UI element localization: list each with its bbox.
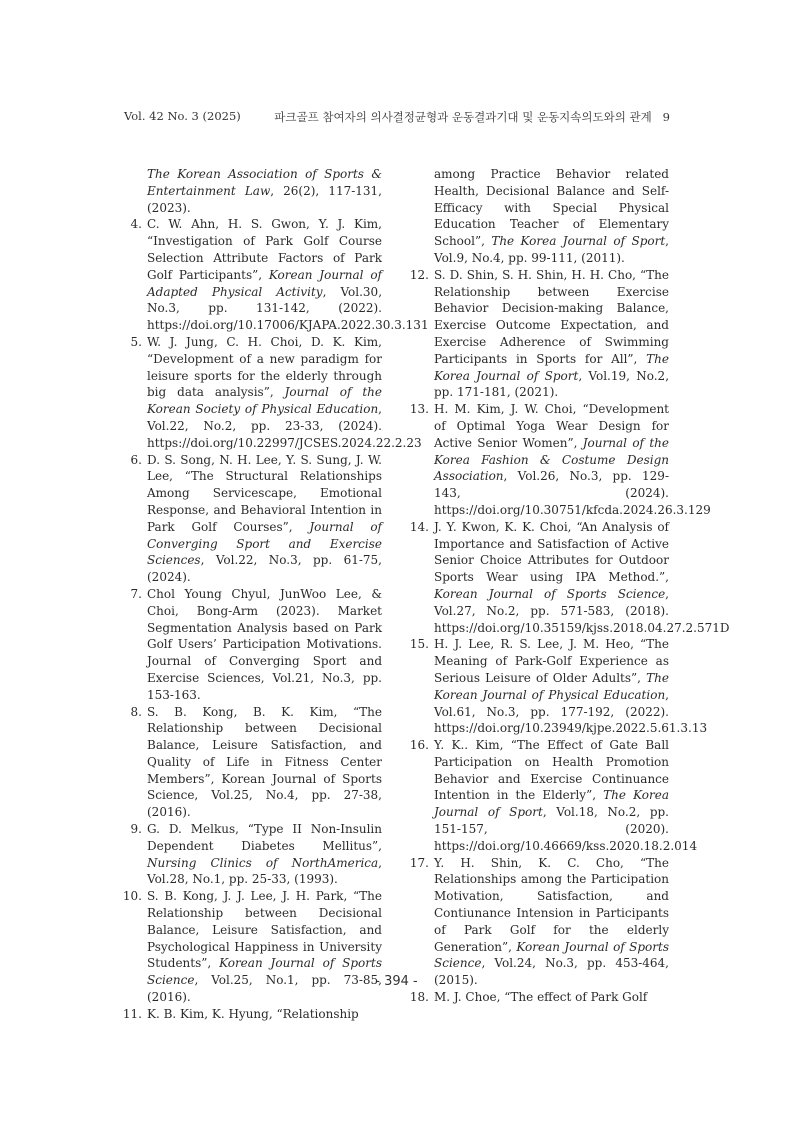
reference-entry <box>122 821 382 888</box>
journal-title: Journal of Converging Sport and Exercise Sciences <box>147 519 383 568</box>
journal-title: The Korean Journal of Physical Education <box>434 670 669 702</box>
reference-text <box>147 822 382 886</box>
page-footer <box>0 974 793 989</box>
reference-text-segment: D. S. Song, N. H. Lee, Y. S. Sung, J. W. Lee, “The Structural Relationships Among Servicescape, Emotional Response, and Behavioral Intention in Park Golf Courses”, <box>147 452 382 534</box>
reference-text <box>434 738 697 853</box>
reference-entry <box>409 166 669 267</box>
journal-title: Korean Journal of Sports Science <box>434 939 669 971</box>
reference-text-segment: S. B. Kong, B. K. Kim, “The Relationship between Decisional Balance, Leisure Satisfaction, and Quality of Life in Fitness Center Members”, Korean Journal of Sports Science, Vol.25, No.4, pp. 27-38, (2016). <box>147 704 382 820</box>
reference-number: 13. <box>409 402 429 417</box>
running-title-and-page <box>274 109 670 125</box>
reference-entry <box>409 855 669 989</box>
reference-entry <box>409 267 669 401</box>
reference-text-segment: W. J. Jung, C. H. Choi, D. K. Kim, “Development of a new paradigm for leisure sports for the elderly through big data analysis”, <box>147 334 382 400</box>
footer-page-number: - 394 - <box>375 974 418 989</box>
reference-text <box>147 587 382 702</box>
reference-entry <box>122 452 382 586</box>
journal-title: Korean Journal of Sports Science <box>147 956 382 988</box>
reference-number: 12. <box>409 267 429 282</box>
journal-title: The Korean Association of Sports & Entertainment Law <box>147 167 382 198</box>
journal-title: Korean Journal of Sports Science <box>434 586 666 601</box>
references-right-column <box>409 166 730 1006</box>
reference-number: 10. <box>122 889 142 904</box>
header-page-number: 9 <box>662 110 670 124</box>
reference-text <box>434 520 730 635</box>
reference-text-segment: G. D. Melkus, “Type II Non-Insulin Dependent Diabetes Mellitus”, <box>147 822 382 853</box>
reference-text <box>434 167 669 265</box>
reference-entry <box>409 636 708 737</box>
reference-text-segment: J. Y. Kwon, K. K. Choi, “An Analysis of Importance and Satisfaction of Active Senior Choice Attributes for Outdoor Sports Wear using IPA Method.”, <box>434 519 669 585</box>
journal-title: The Korea Journal of Sport <box>434 788 669 820</box>
reference-number: 9. <box>130 822 142 837</box>
reference-entry <box>122 166 382 216</box>
reference-number: 4. <box>130 217 142 232</box>
reference-entry <box>122 586 382 704</box>
journal-title: Nursing Clinics of NorthAmerica <box>147 855 379 870</box>
reference-text <box>434 856 669 988</box>
reference-text-segment: , Vol.24, No.3, pp. 453-464, (2015). <box>434 956 669 988</box>
journal-title: Journal of the Korea Fashion & Costume Design Association <box>434 435 669 484</box>
journal-title: Korean Journal of Adapted Physical Activity <box>147 267 382 299</box>
reference-entry <box>122 1006 382 1023</box>
reference-text <box>147 167 382 215</box>
reference-entry <box>409 737 698 855</box>
reference-number: 14. <box>409 519 429 534</box>
reference-text-segment: , Vol.28, No.1, pp. 25-33, (1993). <box>147 855 382 887</box>
reference-number: 11. <box>122 1006 142 1021</box>
reference-text-segment: , Vol.22, No.3, pp. 61-75, (2024). <box>147 553 382 585</box>
reference-number: 16. <box>409 738 429 753</box>
reference-text <box>434 990 647 1004</box>
reference-text-segment: H. J. Lee, R. S. Lee, J. M. Heo, “The Meaning of Park-Golf Experience as Serious Leisure of Older Adults”, <box>434 637 669 685</box>
reference-text <box>147 335 422 450</box>
reference-text-segment: , Vol.27, No.2, pp. 571-583, (2018). https://doi.org/10.35159/kjss.2018.04.27.2.571D <box>434 586 730 635</box>
reference-text-segment: Y. H. Shin, K. C. Cho, “The Relationships among the Participation Motivation, Satisfaction, and Contiunance Intension in Participants of Park Golf for the elderly Generation”, <box>434 855 669 954</box>
reference-text-segment: Y. K.. Kim, “The Effect of Gate Ball Participation on Health Promotion Behavior and Exercise Continuance Intention in the Elderly”, <box>434 738 669 803</box>
reference-text-segment: , Vol.22, No.2, pp. 23-33, (2024). https://doi.org/10.22997/JCSES.2024.22.2.23 <box>147 402 422 450</box>
reference-text <box>147 453 382 585</box>
journal-title: The Korea Journal of Sport <box>491 234 666 249</box>
journal-title: Journal of the Korean Society of Physical Education <box>147 385 383 417</box>
reference-number: 5. <box>130 334 142 349</box>
reference-text <box>147 1007 359 1021</box>
reference-text-segment: S. D. Shin, S. H. Shin, H. H. Cho, “The Relationship between Exercise Behavior Decision-making Balance, Exercise Outcome Expectation, and Exercise Adherence of Swimming Participants in Sports for All”, <box>434 267 669 366</box>
reference-text <box>434 402 711 517</box>
reference-text-segment: , 26(2), 117-131, (2023). <box>147 183 382 215</box>
reference-text-segment: , Vol.30, No.3, pp. 131-142, (2022). https://doi.org/10.17006/KJAPA.2022.30.3.131 <box>147 284 429 333</box>
reference-text-segment: H. M. Kim, J. W. Choi, “Development of Optimal Yoga Wear Design for Active Senior Women”, <box>434 402 669 450</box>
running-title: 파크골프 참여자의 의사결정균형과 운동결과기대 및 운동지속의도와의 관계 <box>274 110 652 124</box>
reference-number: 8. <box>130 704 142 719</box>
running-header <box>124 109 670 129</box>
reference-number: 17. <box>409 855 429 870</box>
journal-info: Vol. 42 No. 3 (2025) <box>124 109 241 123</box>
reference-entry <box>122 704 382 822</box>
journal-title: The Korea Journal of Sport <box>434 351 669 383</box>
reference-text <box>434 268 669 400</box>
reference-text <box>147 705 382 820</box>
reference-text-segment: among Practice Behavior related Health, Decisional Balance and Self-Efficacy with Special Physical Education Teacher of Elementary School”, <box>434 167 669 249</box>
reference-entry <box>409 401 711 519</box>
reference-text-segment: S. B. Kong, J. J. Lee, J. H. Park, “The Relationship between Decisional Balance, Leisure Satisfaction, and Psychological Happiness in University Students”, <box>147 889 382 971</box>
reference-text-segment: , Vol.61, No.3, pp. 177-192, (2022). https://doi.org/10.23949/kjpe.2022.5.61.3.13 <box>434 687 708 736</box>
reference-text-segment: , Vol.19, No.2, pp. 171-181, (2021). <box>434 368 670 400</box>
reference-text-segment: , Vol.26, No.3, pp. 129-143, (2024). https://doi.org/10.30751/kfcda.2024.26.3.129 <box>434 469 711 517</box>
reference-text-segment: , Vol.9, No.4, pp. 99-111, (2011). <box>434 234 669 265</box>
reference-text-segment: C. W. Ahn, H. S. Gwon, Y. J. Kim, “Investigation of Park Golf Course Selection Attribute Factors of Park Golf Participants”, <box>147 217 382 282</box>
reference-text-segment: , Vol.18, No.2, pp. 151-157, (2020). https://doi.org/10.46669/kss.2020.18.2.014 <box>434 805 698 853</box>
reference-entry <box>409 519 730 637</box>
reference-text <box>147 217 429 332</box>
reference-text-segment: Chol Young Chyul, JunWoo Lee, & Choi, Bong-Arm (2023). Market Segmentation Analysis based on Park Golf Users’ Participation Motivations. Journal of Converging Sport and Exercise Sciences, Vol.21, No.3, pp. 153-163. <box>147 586 382 702</box>
reference-number: 6. <box>130 452 142 467</box>
reference-number: 15. <box>409 637 429 652</box>
reference-number: 18. <box>409 990 429 1005</box>
reference-text-segment: M. J. Choe, “The effect of Park Golf <box>434 990 648 1005</box>
reference-text <box>434 637 707 735</box>
reference-text-segment: K. B. Kim, K. Hyung, “Relationship <box>147 1006 359 1021</box>
reference-number: 7. <box>130 586 142 601</box>
reference-text-segment: , Vol.25, No.1, pp. 73-85, (2016). <box>147 973 382 1005</box>
reference-entry <box>409 989 669 1006</box>
